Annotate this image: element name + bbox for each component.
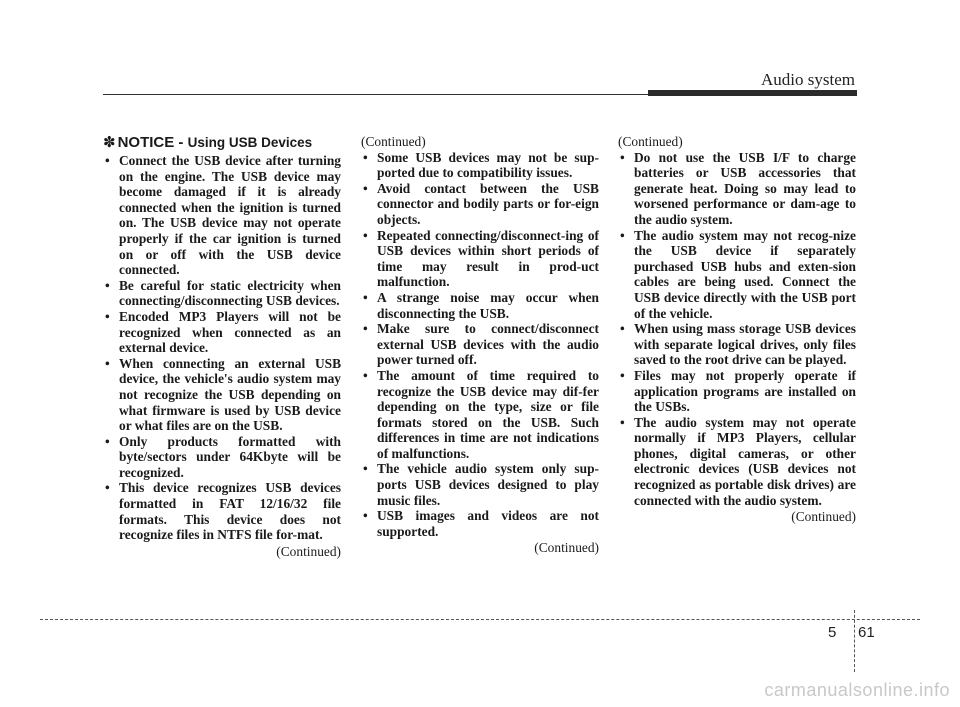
list-item: • A strange noise may occur when disconnecting the USB. [363, 289, 599, 321]
continued-label: (Continued) [534, 540, 599, 556]
column-3 [618, 134, 856, 525]
page-number: 61 [858, 624, 875, 641]
list-item: • USB images and videos are not supported. [363, 508, 599, 539]
continued-heading: (Continued) [618, 134, 683, 149]
list-item: • Some USB devices may not be sup-ported due to compatibility issues. [363, 149, 599, 181]
continued-label: (Continued) [791, 509, 856, 525]
notice-list-1 [103, 153, 341, 543]
list-item: • The audio system may not recog-nize the USB device if separately purchased USB hubs and exten-sion cables are being used. Connect the USB device directly with the USB port of the vehicle. [620, 227, 856, 321]
section-number: 5 [828, 624, 837, 641]
list-item: • The amount of time required to recognize the USB device may dif-fer depending on the type, size or file formats stored on the USB. Such differences in time are not indications of malfunctions. [363, 367, 599, 461]
footer-dashed-rule [40, 619, 920, 620]
list-item: • The audio system may not operate normally if MP3 Players, cellular phones, digital cameras, or other electronic devices (USB devices not recognized as portable disk drives) are connected with the audio system. [620, 414, 856, 508]
notice-list-3 [618, 150, 856, 509]
continued-heading: (Continued) [361, 134, 426, 149]
list-item: • Make sure to connect/disconnect external USB devices with the audio power turned off. [363, 321, 599, 368]
list-item: • The vehicle audio system only sup-ports USB devices designed to play music files. [363, 461, 599, 508]
notice-heading [103, 134, 341, 152]
header-rule-thick [648, 90, 857, 96]
list-item: • When using mass storage USB devices with separate logical drives, only files saved to the root drive can be played. [620, 321, 856, 368]
footer-dashed-divider [854, 610, 855, 672]
list-item: • Encoded MP3 Players will not be recognized when connected as an external device. [105, 308, 341, 356]
list-item: • Repeated connecting/disconnect-ing of USB devices within short periods of time may result in prod-uct malfunction. [363, 227, 599, 290]
list-item: • This device recognizes USB devices formatted in FAT 12/16/32 file formats. This device does not recognize files in NTFS file for-mat. [105, 480, 341, 543]
column-2 [361, 134, 599, 556]
list-item: • Connect the USB device after turning on the engine. The USB device may become damaged if it is already connected when the ignition is turned on. The USB device may not operate properly if the car ignition is turned on or off with the USB device connected. [105, 153, 341, 278]
notice-star-icon: ✽ [103, 134, 116, 151]
notice-subtitle: Using USB Devices [187, 135, 313, 150]
list-item: • Only products formatted with byte/sectors under 64Kbyte will be recognized. [105, 433, 341, 480]
list-item: • Avoid contact between the USB connector and bodily parts or for-eign objects. [363, 180, 599, 227]
list-item: • Be careful for static electricity when connecting/disconnecting USB devices. [105, 277, 341, 309]
watermark: carmanualsonline.info [764, 680, 950, 700]
column-1 [103, 134, 341, 559]
continued-label: (Continued) [276, 543, 341, 559]
header-title: Audio system [761, 70, 855, 89]
notice-label: NOTICE - [117, 134, 188, 151]
list-item: • Do not use the USB I/F to charge batteries or USB accessories that generate heat. Doing so may lead to worsened performance or dam-age to the audio system. [620, 149, 856, 227]
list-item: • Files may not properly operate if application programs are installed on the USBs. [620, 367, 856, 415]
notice-list-2 [361, 150, 599, 540]
list-item: • When connecting an external USB device, the vehicle's audio system may not recognize the USB depending on what firmware is used by USB device or what files are on the USB. [105, 355, 341, 434]
